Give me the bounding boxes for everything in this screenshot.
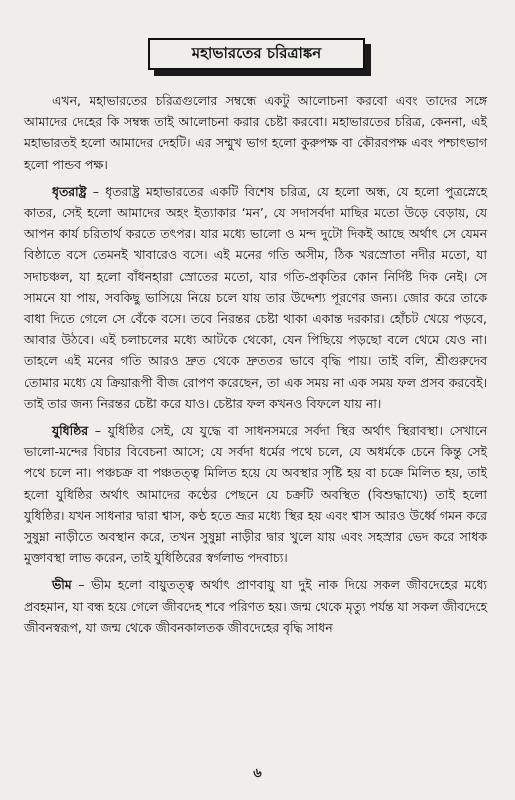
chapter-title-box [148, 38, 373, 78]
intro-paragraph: এখন, মহাভারতের চরিত্রগুলোর সম্বন্ধে একটু আলোচনা করবো এবং তাদের সঙ্গে আমাদের দেহের কি সম্বন্ধ তাই আলোচনা করার চেষ্টা করবো। মহাভারতের চরিত্র, কেননা, এই মহাভারতই হলো আমাদের দেহটি। এর সম্মুখ ভাগ হলো কুরুপক্ষ বা কৌরবপক্ষ এবং পশ্চাৎভাগ হলো পান্ডব পক্ষ। [24, 93, 487, 172]
yudhishthira-paragraph [24, 420, 487, 568]
dhritarashtra-text: – ধৃতরাষ্ট্র মহাভারতের একটি বিশেষ চরিত্র, যে হলো অন্ধ, যে হলো পুত্রস্নেহে কাতর, সেই হলো আমাদের অহং ইত্যাকার ‘মন’, যে সদাসর্বদা মাছির মতো উড়ে বেড়ায়, যে আপন কার্য চরিতার্থ করতে তৎপর। যার মধ্যে ভালো ও মন্দ দুটো দিকই আছে অর্থাৎ সে যেমন বিষ্ঠাতে বসে তেমনই খাবারেও বসে। এই মনের গতি অসীম, ঠিক খরস্রোতা নদীর মতো, যা সদাচঞ্চল, যা হলো বাঁধনহারা স্রোতের মতো, যার গতি-প্রকৃতির কোন নির্দিষ্ট দিক নেই। সে সামনে যা পায়, সবকিছু ভাসিয়ে নিয়ে চলে যায় তার উদ্দেশ্য পূরণের জন্য। জোর করে তাকে বাধা দিতে গেলে সে বেঁকে বসে। তবে নিরন্তর চেষ্টা থাকা একান্ত দরকার। হোঁচট খেয়ে পড়বে, আবার উঠবে। এই চলাচলের মধ্যে আটকে থেকো, যেন পিছিয়ে পড়ছো বলে থেমে যেও না। তাহলে এই মনের গতি আরও দ্রুত থেকে দ্রুততর ভাবে বৃদ্ধি পায়। তাই বলি, শ্রীগুরুদেব তোমার মধ্যে যে ক্রিয়ারূপী বীজ রোপণ করেছেন, তা এক সময় না এক সময় ফল প্রসব করবেই। তাই তার জন্য নিরন্তর চেষ্টা করে যাও। চেষ্টার ফল কখনও বিফলে যায় না। [24, 183, 487, 411]
bhima-text: – ভীম হলো বায়ুতত্ত্ব অর্থাৎ প্রাণবায়ু যা দুই নাক দিয়ে সকল জীবদেহের মধ্যে প্রবহমান, যা বন্ধ হয়ে গেলে জীবদেহ শবে পরিণত হয়। জন্ম থেকে মৃত্যু পর্যন্ত যা সকল জীবদেহে জীবনস্বরূপ, যা জন্ম থেকে জীবনকালতক জীবদেহের বৃদ্ধি সাধন [24, 577, 487, 635]
dhritarashtra-heading: ধৃতরাষ্ট্র [52, 183, 87, 199]
yudhishthira-heading: যুধিষ্ঠির [52, 423, 89, 439]
bhima-heading: ভীম [52, 577, 72, 593]
page-number: ৬ [253, 766, 262, 781]
body-text [24, 90, 487, 638]
chapter-title: মহাভারতের চরিত্রাঙ্কন [148, 38, 365, 70]
yudhishthira-text: – যুধিষ্ঠির সেই, যে যুদ্ধে বা সাধনসমরে সর্বদা স্থির অর্থাৎ স্থিরাবস্থা। সেখানে ভালো-মন্দের বিচার বিবেচনা আসে; যে সর্বদা ধর্মের পথে চলে, যে অধর্মকে চেনে কিন্তু সেই পথে চলে না। পঞ্চচক্র বা পঞ্চতত্ত্ব মিলিত হয়ে যে অবস্থার সৃষ্টি হয় বা চক্রে মিলিত হয়, তাই হলো যুধিষ্ঠির অর্থাৎ আমাদের কণ্ঠের পেছনে যে চক্রটি অবস্থিত (বিশুদ্ধাখ্যে) তাই হলো যুধিষ্ঠির। যখন সাধনার দ্বারা শ্বাস, কণ্ঠ হতে ভ্রূর মধ্যে স্থির হয় এবং শ্বাস আরও উর্ধ্বে গমন করে সুষুম্না নাড়ীতে অবস্থান করে, তখন সুষুম্না নাড়ীর দ্বার খুলে যায় এবং সহস্রার ভেদ করে সাধক মুক্তাবস্থা লাভ করেন, তাই যুধিষ্ঠিরের স্বর্গলাভ পদবাচ্য। [24, 423, 487, 566]
bhima-paragraph [24, 574, 487, 638]
dhritarashtra-paragraph [24, 181, 487, 414]
